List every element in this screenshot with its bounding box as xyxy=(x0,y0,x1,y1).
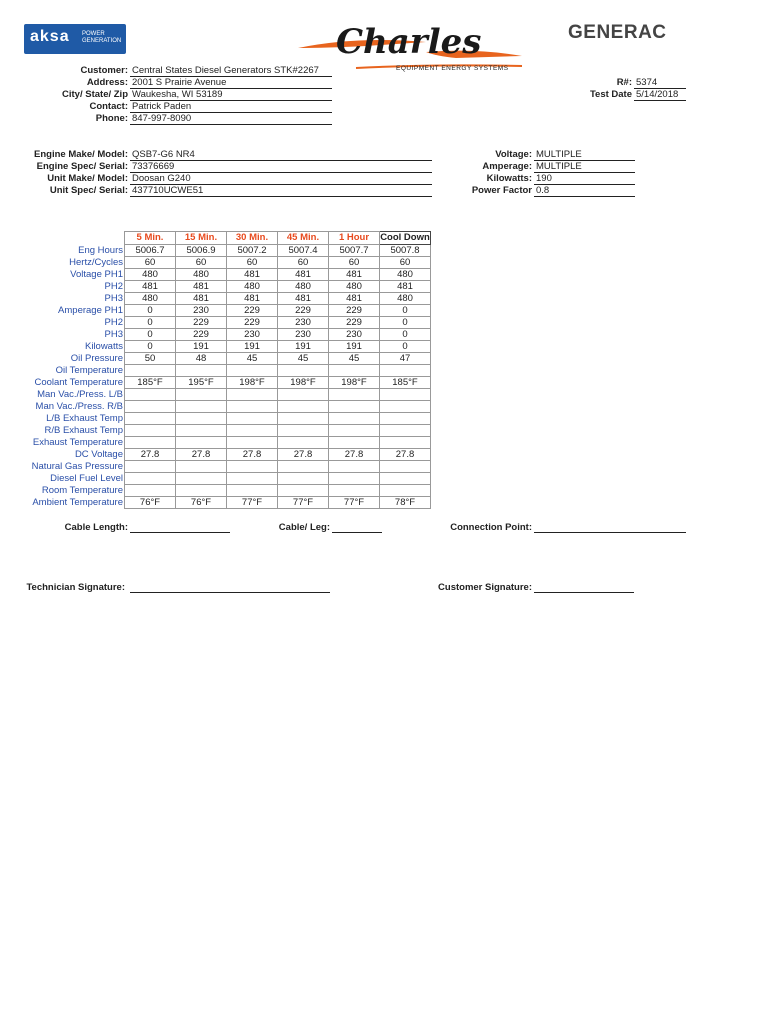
table-cell xyxy=(176,401,227,413)
address-value: 2001 S Prairie Avenue xyxy=(130,77,332,89)
table-cell: 27.8 xyxy=(278,449,329,461)
table-cell xyxy=(227,473,278,485)
unit-make-value: Doosan G240 xyxy=(130,173,432,185)
table-cell: 198°F xyxy=(227,377,278,389)
table-row xyxy=(22,485,431,497)
table-cell: 76°F xyxy=(176,497,227,509)
table-cell: 229 xyxy=(329,317,380,329)
table-cell xyxy=(380,437,431,449)
table-cell: 185°F xyxy=(380,377,431,389)
table-cell xyxy=(227,461,278,473)
table-cell xyxy=(227,437,278,449)
table-cell xyxy=(329,389,380,401)
col-header-30min: 30 Min. xyxy=(227,232,278,245)
table-cell xyxy=(125,485,176,497)
table-cell xyxy=(380,425,431,437)
table-cell: 480 xyxy=(125,293,176,305)
connection-point-field[interactable] xyxy=(534,522,686,533)
table-cell xyxy=(176,437,227,449)
col-header-45min: 45 Min. xyxy=(278,232,329,245)
table-cell xyxy=(278,461,329,473)
table-corner xyxy=(22,232,125,245)
table-cell xyxy=(278,485,329,497)
table-cell: 48 xyxy=(176,353,227,365)
table-cell: 230 xyxy=(227,329,278,341)
table-cell: 481 xyxy=(227,293,278,305)
customer-label: Customer: xyxy=(80,65,128,76)
table-cell: 481 xyxy=(176,281,227,293)
row-label: Ambient Temperature xyxy=(22,497,125,509)
table-cell xyxy=(227,401,278,413)
table-cell xyxy=(329,437,380,449)
generac-logo: GENERAC xyxy=(568,22,667,43)
table-row xyxy=(22,389,431,401)
table-cell: 481 xyxy=(227,269,278,281)
table-cell: 229 xyxy=(227,305,278,317)
table-cell: 480 xyxy=(278,281,329,293)
table-row xyxy=(22,497,431,509)
table-cell xyxy=(176,485,227,497)
cable-leg-field[interactable] xyxy=(332,522,382,533)
table-row xyxy=(22,305,431,317)
table-cell xyxy=(125,401,176,413)
table-cell xyxy=(227,485,278,497)
table-cell xyxy=(176,425,227,437)
table-row xyxy=(22,473,431,485)
table-cell: 45 xyxy=(329,353,380,365)
table-cell: 45 xyxy=(278,353,329,365)
col-header-cooldown: Cool Down xyxy=(380,232,430,243)
table-cell xyxy=(125,365,176,377)
table-cell: 480 xyxy=(125,269,176,281)
customer-signature-field[interactable] xyxy=(534,582,634,593)
unit-spec-label: Unit Spec/ Serial: xyxy=(49,185,128,196)
cable-leg-label: Cable/ Leg: xyxy=(278,522,330,533)
power-factor-label: Power Factor xyxy=(471,185,532,196)
row-label: Hertz/Cycles xyxy=(22,257,125,269)
table-row xyxy=(22,425,431,437)
table-row xyxy=(22,353,431,365)
table-row xyxy=(22,317,431,329)
row-label: Voltage PH1 xyxy=(22,269,125,281)
table-row xyxy=(22,281,431,293)
table-cell: 60 xyxy=(176,257,227,269)
table-cell xyxy=(329,473,380,485)
technician-signature-label: Technician Signature: xyxy=(26,582,125,593)
table-row xyxy=(22,341,431,353)
table-cell: 45 xyxy=(227,353,278,365)
table-cell: 60 xyxy=(380,257,431,269)
table-cell xyxy=(380,413,431,425)
table-cell xyxy=(176,461,227,473)
amperage-label: Amperage: xyxy=(482,161,532,172)
table-cell: 481 xyxy=(329,269,380,281)
row-label: R/B Exhaust Temp xyxy=(22,425,125,437)
table-cell: 27.8 xyxy=(176,449,227,461)
table-cell xyxy=(380,401,431,413)
row-label: PH2 xyxy=(22,281,125,293)
row-label: Eng Hours xyxy=(22,245,125,257)
customer-value: Central States Diesel Generators STK#2267 xyxy=(130,65,332,77)
aksa-logo-word: aksa xyxy=(30,28,70,45)
table-cell: 5006.9 xyxy=(176,245,227,257)
row-label: Exhaust Temperature xyxy=(22,437,125,449)
table-cell: 27.8 xyxy=(329,449,380,461)
table-cell xyxy=(125,473,176,485)
table-cell xyxy=(278,437,329,449)
table-row xyxy=(22,377,431,389)
row-label: Amperage PH1 xyxy=(22,305,125,317)
table-cell xyxy=(125,389,176,401)
table-cell: 229 xyxy=(176,317,227,329)
table-cell: 480 xyxy=(380,293,431,305)
table-cell: 481 xyxy=(278,269,329,281)
test-readings-table xyxy=(22,231,431,509)
table-cell: 50 xyxy=(125,353,176,365)
table-cell: 27.8 xyxy=(227,449,278,461)
table-cell xyxy=(227,425,278,437)
table-cell: 47 xyxy=(380,353,431,365)
table-cell: 60 xyxy=(227,257,278,269)
row-label: Room Temperature xyxy=(22,485,125,497)
table-row xyxy=(22,293,431,305)
report-number-value: 5374 xyxy=(634,77,686,89)
cable-length-field[interactable] xyxy=(130,522,230,533)
table-cell: 229 xyxy=(278,305,329,317)
charles-logo-word: Charles xyxy=(336,22,482,62)
contact-value: Patrick Paden xyxy=(130,101,332,113)
table-cell: 480 xyxy=(227,281,278,293)
test-date-value: 5/14/2018 xyxy=(634,89,686,101)
table-cell: 60 xyxy=(278,257,329,269)
unit-make-label: Unit Make/ Model: xyxy=(47,173,128,184)
table-cell xyxy=(125,461,176,473)
table-cell xyxy=(227,365,278,377)
kilowatts-value: 190 xyxy=(534,173,635,185)
table-cell xyxy=(380,365,431,377)
table-cell: 5007.8 xyxy=(380,245,431,257)
table-cell xyxy=(329,413,380,425)
table-cell: 0 xyxy=(380,341,431,353)
voltage-label: Voltage: xyxy=(495,149,532,160)
table-cell xyxy=(329,401,380,413)
table-cell xyxy=(125,437,176,449)
table-cell: 185°F xyxy=(125,377,176,389)
table-cell: 0 xyxy=(380,329,431,341)
table-cell: 195°F xyxy=(176,377,227,389)
table-cell xyxy=(329,485,380,497)
table-cell: 229 xyxy=(329,305,380,317)
row-label: L/B Exhaust Temp xyxy=(22,413,125,425)
table-cell xyxy=(278,425,329,437)
table-row xyxy=(22,461,431,473)
table-cell xyxy=(380,389,431,401)
table-cell: 481 xyxy=(278,293,329,305)
table-cell: 481 xyxy=(125,281,176,293)
col-header-15min: 15 Min. xyxy=(176,232,227,245)
table-row xyxy=(22,401,431,413)
table-cell: 77°F xyxy=(227,497,278,509)
table-cell xyxy=(176,365,227,377)
table-cell: 191 xyxy=(278,341,329,353)
report-number-label: R#: xyxy=(616,77,632,88)
table-cell: 0 xyxy=(125,329,176,341)
connection-point-label: Connection Point: xyxy=(450,522,532,533)
table-cell xyxy=(380,461,431,473)
engine-make-value: QSB7-G6 NR4 xyxy=(130,149,432,161)
table-cell: 230 xyxy=(176,305,227,317)
row-label: Kilowatts xyxy=(22,341,125,353)
table-row xyxy=(22,437,431,449)
col-header-5min: 5 Min. xyxy=(125,232,176,245)
contact-label: Contact: xyxy=(89,101,128,112)
table-cell: 5006.7 xyxy=(125,245,176,257)
table-cell: 0 xyxy=(125,317,176,329)
row-label: PH2 xyxy=(22,317,125,329)
row-label: PH3 xyxy=(22,293,125,305)
table-cell xyxy=(176,413,227,425)
table-cell xyxy=(329,365,380,377)
table-cell: 481 xyxy=(329,293,380,305)
aksa-logo xyxy=(24,24,126,54)
charles-logo-subtitle: EQUIPMENT ENERGY SYSTEMS xyxy=(396,65,509,72)
cable-length-label: Cable Length: xyxy=(64,522,128,533)
table-cell: 0 xyxy=(125,305,176,317)
engine-spec-value: 73376669 xyxy=(130,161,432,173)
table-cell: 480 xyxy=(329,281,380,293)
test-date-label: Test Date xyxy=(589,89,632,100)
amperage-value: MULTIPLE xyxy=(534,161,635,173)
table-cell: 230 xyxy=(329,329,380,341)
table-cell: 191 xyxy=(227,341,278,353)
power-factor-value: 0.8 xyxy=(534,185,635,197)
row-label: Oil Temperature xyxy=(22,365,125,377)
table-cell: 191 xyxy=(329,341,380,353)
table-header-row xyxy=(22,232,431,245)
table-cell xyxy=(278,365,329,377)
table-cell: 230 xyxy=(278,329,329,341)
city-value: Waukesha, WI 53189 xyxy=(130,89,332,101)
row-label: Man Vac./Press. L/B xyxy=(22,389,125,401)
row-label: Natural Gas Pressure xyxy=(22,461,125,473)
table-cell: 5007.4 xyxy=(278,245,329,257)
table-row xyxy=(22,449,431,461)
table-row xyxy=(22,245,431,257)
table-cell: 77°F xyxy=(278,497,329,509)
col-header-1hour: 1 Hour xyxy=(329,232,380,245)
table-cell: 60 xyxy=(329,257,380,269)
table-cell xyxy=(176,389,227,401)
table-cell xyxy=(278,401,329,413)
table-cell: 481 xyxy=(380,281,431,293)
table-cell xyxy=(125,413,176,425)
table-cell xyxy=(380,473,431,485)
engine-make-label: Engine Make/ Model: xyxy=(34,149,128,160)
engine-spec-label: Engine Spec/ Serial: xyxy=(36,161,128,172)
table-cell xyxy=(176,473,227,485)
phone-label: Phone: xyxy=(95,113,128,124)
aksa-logo-subtitle: POWER GENERATION xyxy=(82,31,122,44)
table-cell: 27.8 xyxy=(380,449,431,461)
table-cell: 0 xyxy=(380,305,431,317)
table-cell xyxy=(278,413,329,425)
table-row xyxy=(22,257,431,269)
kilowatts-label: Kilowatts: xyxy=(486,173,532,184)
table-cell: 5007.7 xyxy=(329,245,380,257)
table-cell: 191 xyxy=(176,341,227,353)
row-label: Man Vac./Press. R/B xyxy=(22,401,125,413)
table-row xyxy=(22,365,431,377)
table-cell: 198°F xyxy=(278,377,329,389)
table-cell: 0 xyxy=(380,317,431,329)
technician-signature-field[interactable] xyxy=(130,582,330,593)
table-cell xyxy=(329,425,380,437)
row-label: Oil Pressure xyxy=(22,353,125,365)
table-cell xyxy=(227,413,278,425)
row-label: DC Voltage xyxy=(22,449,125,461)
table-row xyxy=(22,269,431,281)
table-cell: 480 xyxy=(176,269,227,281)
table-cell: 230 xyxy=(278,317,329,329)
table-cell: 76°F xyxy=(125,497,176,509)
unit-spec-value: 437710UCWE51 xyxy=(130,185,432,197)
city-label: City/ State/ Zip xyxy=(62,89,128,100)
table-cell: 0 xyxy=(125,341,176,353)
table-cell xyxy=(227,389,278,401)
address-label: Address: xyxy=(86,77,128,88)
table-cell: 77°F xyxy=(329,497,380,509)
table-cell: 229 xyxy=(227,317,278,329)
table-cell xyxy=(278,473,329,485)
row-label: Diesel Fuel Level xyxy=(22,473,125,485)
table-cell xyxy=(125,425,176,437)
table-cell: 481 xyxy=(176,293,227,305)
row-label: PH3 xyxy=(22,329,125,341)
phone-value: 847-997-8090 xyxy=(130,113,332,125)
table-cell xyxy=(380,485,431,497)
table-cell xyxy=(329,461,380,473)
table-row xyxy=(22,413,431,425)
table-cell xyxy=(278,389,329,401)
row-label: Coolant Temperature xyxy=(22,377,125,389)
table-cell: 5007.2 xyxy=(227,245,278,257)
customer-signature-label: Customer Signature: xyxy=(438,582,532,593)
table-cell: 78°F xyxy=(380,497,431,509)
table-cell: 27.8 xyxy=(125,449,176,461)
table-cell: 60 xyxy=(125,257,176,269)
voltage-value: MULTIPLE xyxy=(534,149,635,161)
table-row xyxy=(22,329,431,341)
table-cell: 229 xyxy=(176,329,227,341)
table-cell: 480 xyxy=(380,269,431,281)
table-cell: 198°F xyxy=(329,377,380,389)
